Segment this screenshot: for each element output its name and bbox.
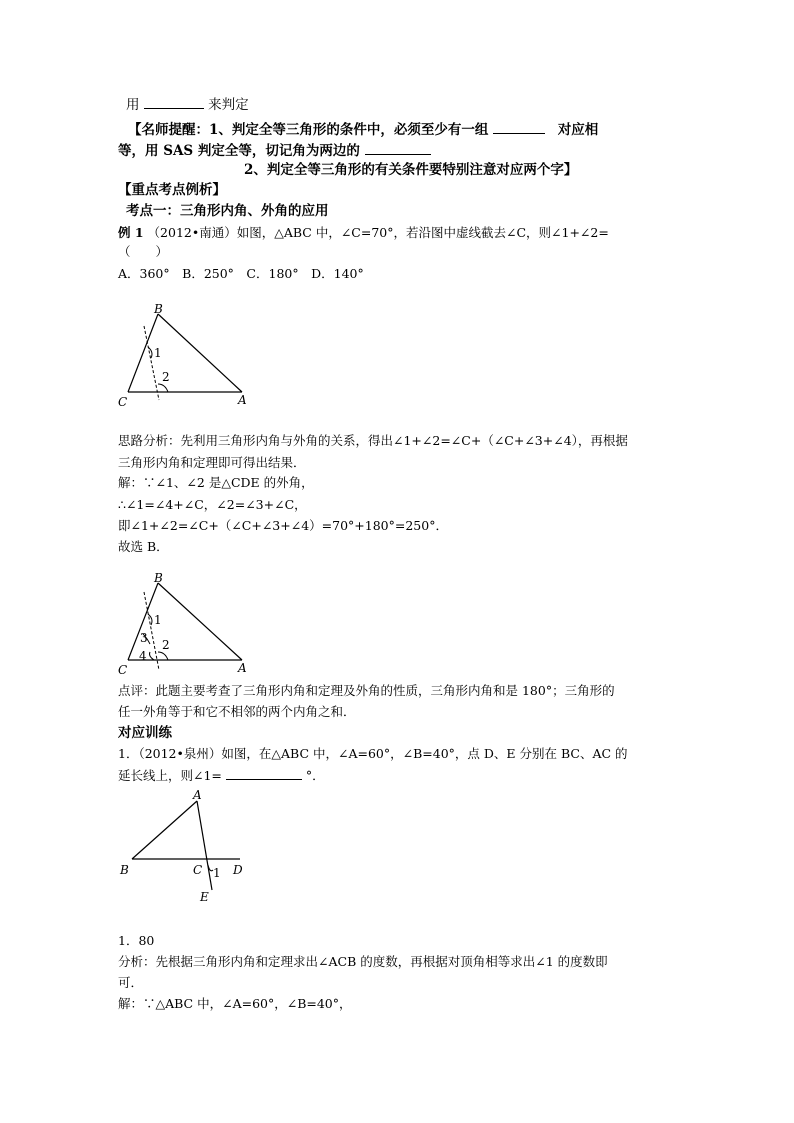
vertex-a-label: A: [238, 661, 247, 675]
analysis-line: 分析：先根据三角形内角和定理求出∠ACB 的度数，再根据对顶角相等求出∠1 的度数即: [118, 954, 608, 969]
tip-line: [118, 141, 431, 160]
vertex-b-label: B: [154, 302, 163, 316]
line-text: 【名师提醒：1、判定全等三角形的条件中，必须至少有一组: [128, 122, 489, 138]
cut-line: [144, 326, 159, 400]
angle-2-label: 2: [162, 638, 170, 652]
point-d-label: D: [233, 863, 243, 877]
fill-blank[interactable]: [226, 766, 302, 780]
angle-3-label: 3: [140, 631, 148, 645]
solution-line: 解：∵△ABC 中，∠A=60°，∠B=40°，: [118, 996, 352, 1011]
comment-line: 点评：此题主要考查了三角形内角和定理及外角的性质，三角形内角和是 180°；三角形的: [118, 683, 615, 698]
angle-4-arc: [150, 652, 155, 660]
text-line: 可．: [118, 975, 144, 990]
analysis-line: 思路分析：先利用三角形内角与外角的关系，得出∠1+∠2=∠C+（∠C+∠3+∠4），再根据: [118, 433, 628, 448]
angle-2-arc: [158, 652, 168, 660]
line-text: 等，用 SAS 判定全等，切记角为两边的: [118, 143, 360, 159]
answer-line: 1．80: [118, 933, 155, 948]
edge-ba: [158, 583, 242, 660]
edge-ba: [158, 314, 242, 392]
figure-triangle-2: [110, 572, 270, 682]
line-text: 延长线上，则∠1=: [118, 768, 222, 783]
example-label: 例 1: [118, 225, 144, 240]
vertex-a-label: A: [238, 393, 247, 407]
line-text: 用: [126, 97, 140, 113]
line-text: 来判定: [208, 97, 249, 113]
angle-4-label: 4: [139, 649, 147, 663]
angle-2-label: 2: [162, 370, 170, 384]
tip-line: [128, 120, 598, 139]
point-e-label: E: [200, 890, 209, 904]
edge-ab: [132, 801, 197, 859]
topic-heading: 考点一：三角形内角、外角的应用: [126, 203, 329, 219]
vertex-c-label: C: [118, 395, 128, 409]
vertex-b-label: B: [120, 863, 129, 877]
solution-line: 即∠1+∠2=∠C+（∠C+∠3+∠4）=70°+180°=250°．: [118, 518, 448, 533]
vertex-c-label: C: [118, 663, 128, 677]
vertex-c-label: C: [193, 863, 203, 877]
vertex-a-label: A: [193, 788, 202, 802]
solution-line: 解：∵∠1、∠2 是△CDE 的外角，: [118, 475, 314, 490]
figure-triangle-1: [110, 300, 270, 410]
line-text: °．: [305, 768, 325, 783]
text-line: 三角形内角和定理即可得出结果．: [118, 455, 306, 470]
section-heading: 对应训练: [118, 725, 172, 741]
fill-blank[interactable]: [493, 120, 545, 134]
line-text: 对应相: [557, 122, 599, 138]
line-text: （2012•南通）如图，△ABC 中，∠C=70°，若沿图中虚线截去∠C，则∠1+∠2=: [147, 225, 609, 240]
angle-1-label: 1: [213, 866, 221, 880]
text-line: [126, 95, 249, 114]
text-line: （ ）: [118, 244, 169, 259]
exercise-line: 1．（2012•泉州）如图，在△ABC 中，∠A=60°，∠B=40°，点 D、E 分别在 BC、AC 的: [118, 746, 628, 761]
example-line: [118, 224, 609, 242]
answer-line: 故选 B．: [118, 539, 169, 554]
figure-triangle-3: [110, 786, 260, 906]
choices-line: A．360° B．250° C．180° D．140°: [118, 266, 364, 281]
angle-1-label: 1: [154, 346, 162, 360]
angle-1-label: 1: [154, 613, 162, 627]
text-line: 任一外角等于和它不相邻的两个内角之和．: [118, 704, 356, 719]
section-heading: 【重点考点例析】: [118, 182, 226, 198]
fill-blank[interactable]: [365, 141, 431, 155]
angle-2-arc: [158, 384, 168, 392]
vertex-b-label: B: [154, 571, 163, 585]
exercise-line: [118, 766, 325, 785]
fill-blank[interactable]: [144, 95, 204, 109]
tip-line: 2、判定全等三角形的有关条件要特别注意对应两个字】: [244, 162, 578, 178]
solution-line: ∴∠1=∠4+∠C，∠2=∠3+∠C，: [118, 497, 307, 512]
